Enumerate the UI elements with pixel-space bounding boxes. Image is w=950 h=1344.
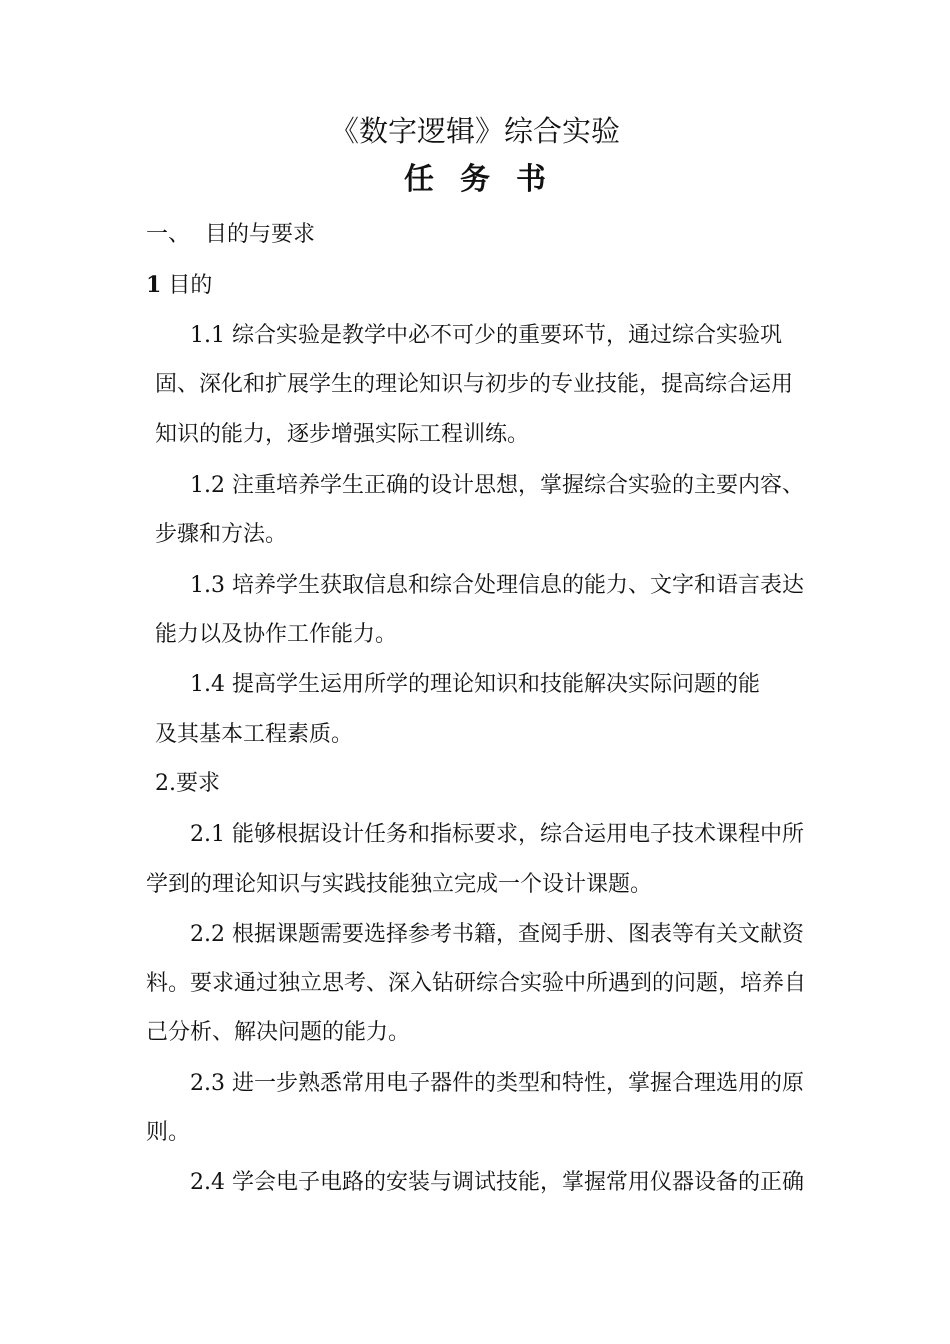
paragraph-line: 2.2 根据课题需要选择参考书籍，查阅手册、图表等有关文献资 xyxy=(190,922,804,947)
paragraph-line: 2.3 进一步熟悉常用电子器件的类型和特性，掌握合理选用的原 xyxy=(190,1071,804,1096)
paragraph-line: 知识的能力，逐步增强实际工程训练。 xyxy=(155,422,530,447)
section-heading-number: 一、 xyxy=(146,222,191,247)
paragraph-line: 1.2 注重培养学生正确的设计思想，掌握综合实验的主要内容、 xyxy=(190,473,804,498)
paragraph-line: 1.1 综合实验是教学中必不可少的重要环节，通过综合实验巩 xyxy=(190,323,782,348)
section-heading-text: 目的与要求 xyxy=(205,222,316,247)
purpose-heading xyxy=(146,270,212,301)
paragraph-line: 料。要求通过独立思考、深入钻研综合实验中所遇到的问题，培养自 xyxy=(146,971,807,996)
paragraph-line: 学到的理论知识与实践技能独立完成一个设计课题。 xyxy=(146,872,653,897)
paragraph-line: 2.1 能够根据设计任务和指标要求，综合运用电子技术课程中所 xyxy=(190,822,804,847)
paragraph-line: 2.4 学会电子电路的安装与调试技能，掌握常用仪器设备的正确 xyxy=(190,1170,804,1195)
paragraph-line: 己分析、解决问题的能力。 xyxy=(146,1020,411,1045)
requirements-heading: 2.要求 xyxy=(155,771,220,796)
paragraph-line: 能力以及协作工作能力。 xyxy=(155,622,398,647)
paragraph-line: 则。 xyxy=(146,1120,191,1145)
document-title: 《数字逻辑》综合实验 xyxy=(329,114,620,148)
purpose-label: 目的 xyxy=(168,273,213,298)
paragraph-line: 1.4 提高学生运用所学的理论知识和技能解决实际问题的能 xyxy=(190,672,760,697)
paragraph-line: 及其基本工程素质。 xyxy=(155,722,354,747)
document-subtitle: 任务书 xyxy=(404,162,572,197)
paragraph-line: 1.3 培养学生获取信息和综合处理信息的能力、文字和语言表达 xyxy=(190,573,804,598)
paragraph-line: 步骤和方法。 xyxy=(155,522,288,547)
purpose-number: 1 xyxy=(146,272,162,298)
paragraph-line: 固、深化和扩展学生的理论知识与初步的专业技能，提高综合运用 xyxy=(155,372,794,397)
